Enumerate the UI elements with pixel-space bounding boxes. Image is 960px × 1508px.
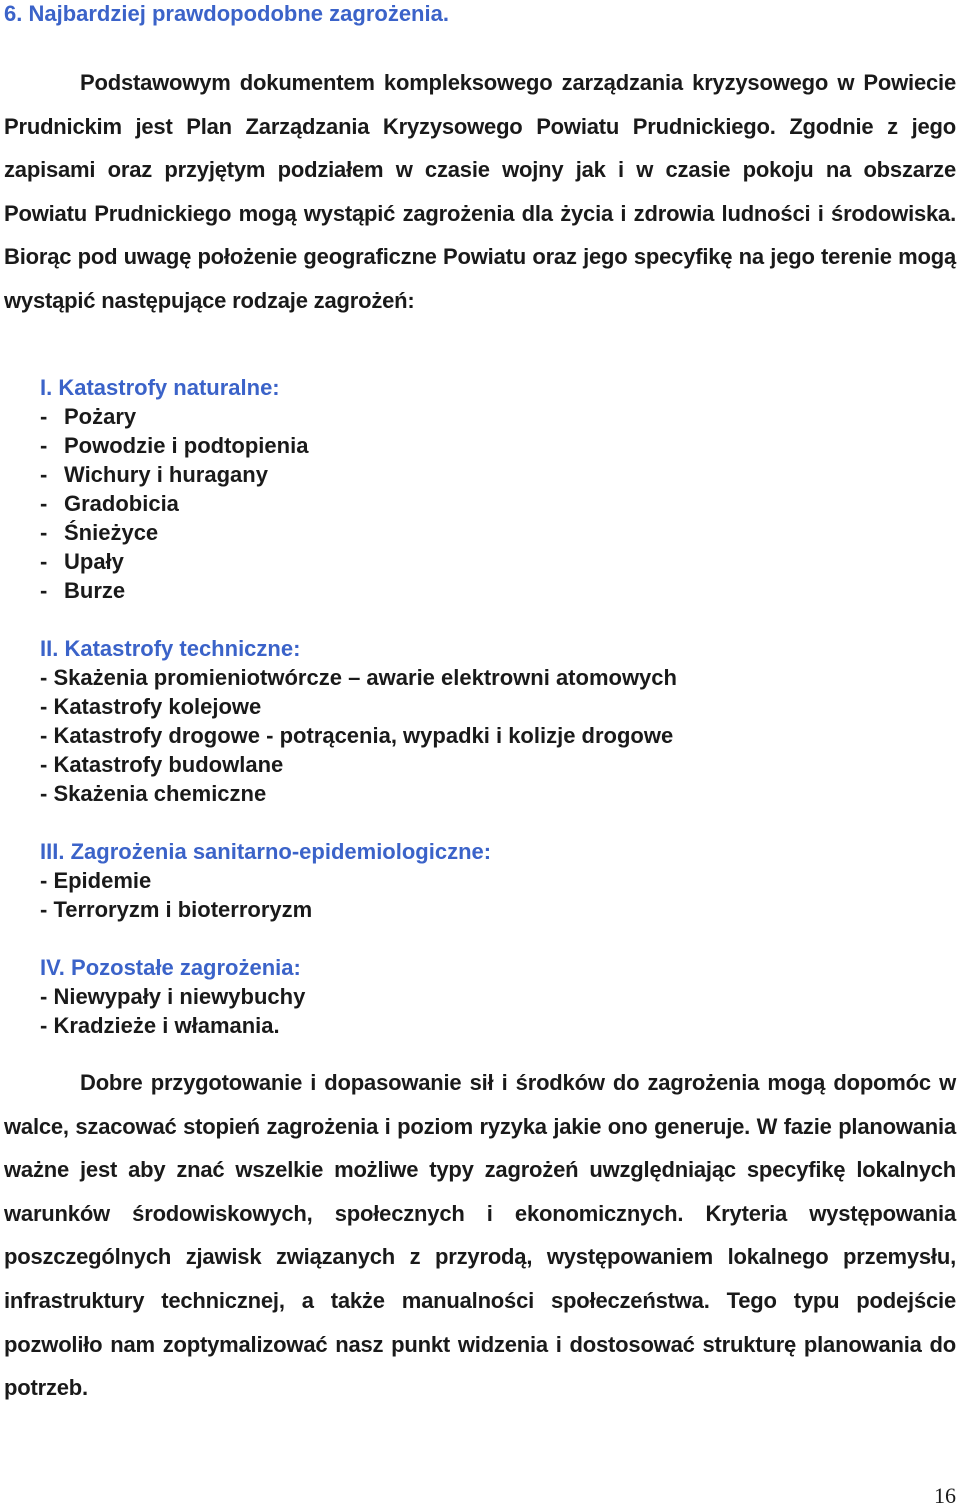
category-heading (40, 373, 308, 402)
list-item (40, 518, 308, 547)
list-item (40, 489, 308, 518)
list-item-text: Burze (64, 578, 126, 603)
list-dash: - (40, 549, 48, 574)
category-title: Katastrofy naturalne: (58, 375, 280, 400)
list-item: - Niewypały i niewybuchy (40, 984, 306, 1009)
list-item-text: Śnieżyce (64, 520, 159, 545)
category-sanitary-epidemiological (40, 837, 491, 924)
section-title: 6. Najbardziej prawdopodobne zagrożenia. (4, 1, 449, 26)
list-item-text: Powodzie i podtopienia (64, 433, 309, 458)
category-other-threats (40, 953, 305, 1040)
category-title: Zagrożenia sanitarno-epidemiologiczne: (70, 839, 492, 864)
list-item: - Skażenia promieniotwórcze – awarie elektrowni atomowych (40, 665, 677, 690)
closing-paragraph: Dobre przygotowanie i dopasowanie sił i środków do zagrożenia mogą dopomóc w walce, szacować stopień zagrożenia i poziom ryzyka jakie ono generuje. W fazie planowania ważne jest aby znać wszelkie możliwe typy zagrożeń uwzględniając specyfikę lokalnych warunków środowiskowych, społecznych i ekonomicznych. Kryteria występowania poszczególnych zjawisk związanych z przyrodą, występowaniem lokalnego przemysłu, infrastruktury technicznej, a także manualności społeczeństwa. Tego typu podejście pozwoliło nam zoptymalizować nasz punkt widzenia i dostosować strukturę planowania do potrzeb. (4, 1070, 956, 1401)
list-dash: - (40, 462, 48, 487)
category-number: III. (40, 839, 65, 864)
category-natural-disasters (40, 373, 308, 605)
list-dash: - (40, 491, 48, 516)
list-dash: - (40, 404, 48, 429)
list-item: - Katastrofy kolejowe (40, 694, 262, 719)
category-title: Katastrofy techniczne: (64, 636, 301, 661)
list-item (40, 431, 308, 460)
intro-paragraph: Podstawowym dokumentem kompleksowego zarządzania kryzysowego w Powiecie Prudnickim jest Plan Zarządzania Kryzysowego Powiatu Prudnickiego. Zgodnie z jego zapisami oraz przyjętym podziałem w czasie wojny jak i w czasie pokoju na obszarze Powiatu Prudnickiego mogą wystąpić zagrożenia dla życia i zdrowia ludności i środowiska. Biorąc pod uwagę położenie geograficzne Powiatu oraz jego specyfikę na jego terenie mogą wystąpić następujące rodzaje zagrożeń: (4, 70, 956, 313)
list-item-text: Wichury i huragany (64, 462, 268, 487)
list-item: - Skażenia chemiczne (40, 781, 267, 806)
category-heading (40, 953, 305, 982)
category-number: I. (40, 375, 53, 400)
list-item: - Terroryzm i bioterroryzm (40, 897, 313, 922)
category-heading (40, 837, 491, 866)
category-title: Pozostałe zagrożenia: (71, 955, 301, 980)
page-number: 16 (934, 1483, 956, 1508)
category-heading (40, 634, 677, 663)
list-item: - Katastrofy budowlane (40, 752, 284, 777)
category-technical-disasters (40, 634, 677, 808)
list-item-text: Gradobicia (64, 491, 179, 516)
list-item: - Epidemie (40, 868, 152, 893)
list-item (40, 576, 308, 605)
list-item (40, 460, 308, 489)
list-dash: - (40, 520, 48, 545)
category-number: IV. (40, 955, 65, 980)
list-item-text: Pożary (64, 404, 137, 429)
list-item: - Kradzieże i włamania. (40, 1013, 280, 1038)
list-item-text: Upały (64, 549, 124, 574)
list-item (40, 402, 308, 431)
category-number: II. (40, 636, 59, 661)
list-item (40, 547, 308, 576)
list-dash: - (40, 578, 48, 603)
list-dash: - (40, 433, 48, 458)
list-item: - Katastrofy drogowe - potrącenia, wypadki i kolizje drogowe (40, 723, 674, 748)
